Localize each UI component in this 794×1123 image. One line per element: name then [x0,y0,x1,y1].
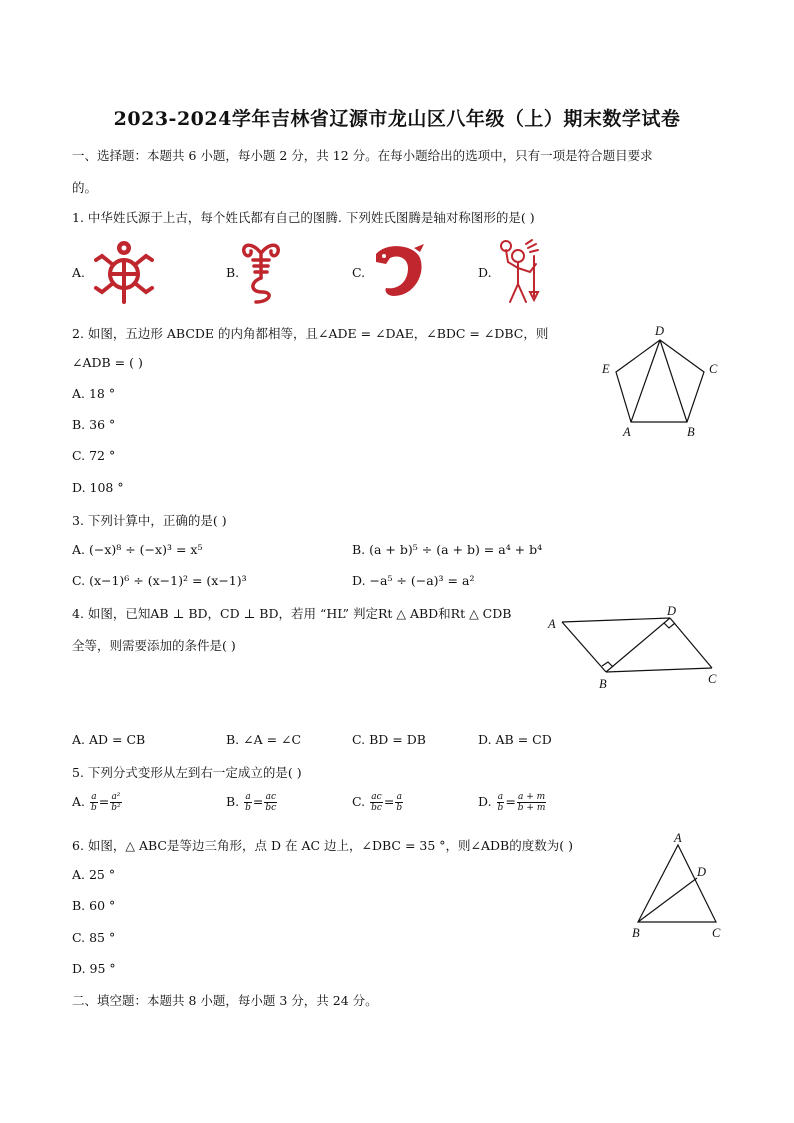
q6-option-c: C. 85 ° [72,930,116,945]
segment-bd [638,878,697,922]
q2-pentagon-figure [590,320,730,445]
q6-option-b: B. 60 ° [72,898,116,913]
q2-option-b: B. 36 ° [72,417,116,432]
q6-option-a: A. 25 ° [72,867,116,882]
q4-option-d: D. AB = CD [478,732,552,747]
label-d: D [697,865,707,879]
label-c: C [712,926,721,940]
q6-stem: 6. 如图，△ ABC是等边三角形，点 D 在 AC 边上，∠DBC = 35 °，则∠ADB的度数为( ) [72,838,573,853]
label-d: D [667,604,677,618]
segment-ab [562,622,606,672]
section2-header: 二、填空题：本题共 8 小题，每小题 3 分，共 24 分。 [72,993,378,1008]
label-a: A [623,425,631,439]
q3-stem: 3. 下列计算中，正确的是( ) [72,513,227,528]
section1-header-line2: 的。 [72,180,98,195]
q2-option-a: A. 18 ° [72,386,116,401]
segment-da [631,340,660,422]
q1-option-b-label: B. [226,265,240,280]
right-angle-d [664,623,675,628]
q3-option-a: A. (−x)⁸ ÷ (−x)³ = x⁵ [72,542,203,557]
q1-stem: 1. 中华姓氏源于上古，每个姓氏都有自己的图腾. 下列姓氏图腾是轴对称图形的是( ) [72,210,535,225]
segment-bc [606,668,712,672]
totem-b-ram-icon [236,238,286,308]
q2-option-d: D. 108 ° [72,480,124,495]
label-b: B [632,926,640,940]
q1-option-a-label: A. [72,265,86,280]
q5-option-c: C. $\frac{ac}{bc}$ = $\frac{a}{b}$ [352,792,403,813]
q3-option-d: D. −a⁵ ÷ (−a)³ = a² [352,573,475,588]
q5-stem: 5. 下列分式变形从左到右一定成立的是( ) [72,765,302,780]
q1-option-d-label: D. [478,265,492,280]
q4-option-b: B. ∠A = ∠C [226,732,302,747]
totem-c-dragon-icon [368,240,428,302]
q3-option-b: B. (a + b)⁵ ÷ (a + b) = a⁴ + b⁴ [352,542,543,557]
segment-dc [670,618,712,668]
page-title: 2023-2024学年吉林省辽源市龙山区八年级（上）期末数学试卷 [113,108,681,130]
q3-option-c: C. (x−1)⁶ ÷ (x−1)² = (x−1)³ [72,573,247,588]
q1-option-c-label: C. [352,265,366,280]
totem-d-figure-icon [496,236,548,308]
label-c: C [709,362,718,376]
label-d: D [655,324,665,338]
q4-option-a: A. AD = CB [72,732,146,747]
q6-option-d: D. 95 ° [72,961,116,976]
q4-stem-line1: 4. 如图，已知AB ⊥ BD，CD ⊥ BD，若用 “HL” 判定Rt △ ABD和Rt △ CDB [72,606,512,621]
label-a: A [674,831,682,845]
q5-option-a: A. $\frac{a}{b}$ = $\frac{\text{a²}}{\text{b²}}$ [72,792,121,813]
q5-option-b: B. $\frac{a}{b}$ = $\frac{ac}{bc}$ [226,792,277,813]
label-a: A [548,617,556,631]
totem-a-turtle-icon [88,236,160,308]
q2-stem-line2: ∠ADB = ( ) [72,355,143,370]
label-b: B [599,677,607,691]
segment-bd [606,618,670,672]
q2-stem-line1: 2. 如图，五边形 ABCDE 的内角都相等，且∠ADE = ∠DAE，∠BDC = ∠DBC，则 [72,326,549,341]
right-angle-b [602,662,613,667]
label-e: E [602,362,610,376]
segment-ad [562,618,670,622]
q4-option-c: C. BD = DB [352,732,426,747]
q5-option-d: D. $\frac{a}{b}$ = $\frac{a + m}{b + m}$ [478,792,546,813]
pentagon-abcde [616,340,704,422]
triangle-abc [638,845,716,922]
q4-triangles-figure [540,600,730,695]
segment-db [660,340,687,422]
section1-header-line1: 一、选择题：本题共 6 小题，每小题 2 分，共 12 分。在每小题给出的选项中，只有一项是符合题目要求 [72,148,653,163]
q6-triangle-figure [625,828,735,943]
label-c: C [708,672,717,686]
label-b: B [687,425,695,439]
q4-stem-line2: 全等，则需要添加的条件是( ) [72,638,236,653]
q2-option-c: C. 72 ° [72,448,116,463]
